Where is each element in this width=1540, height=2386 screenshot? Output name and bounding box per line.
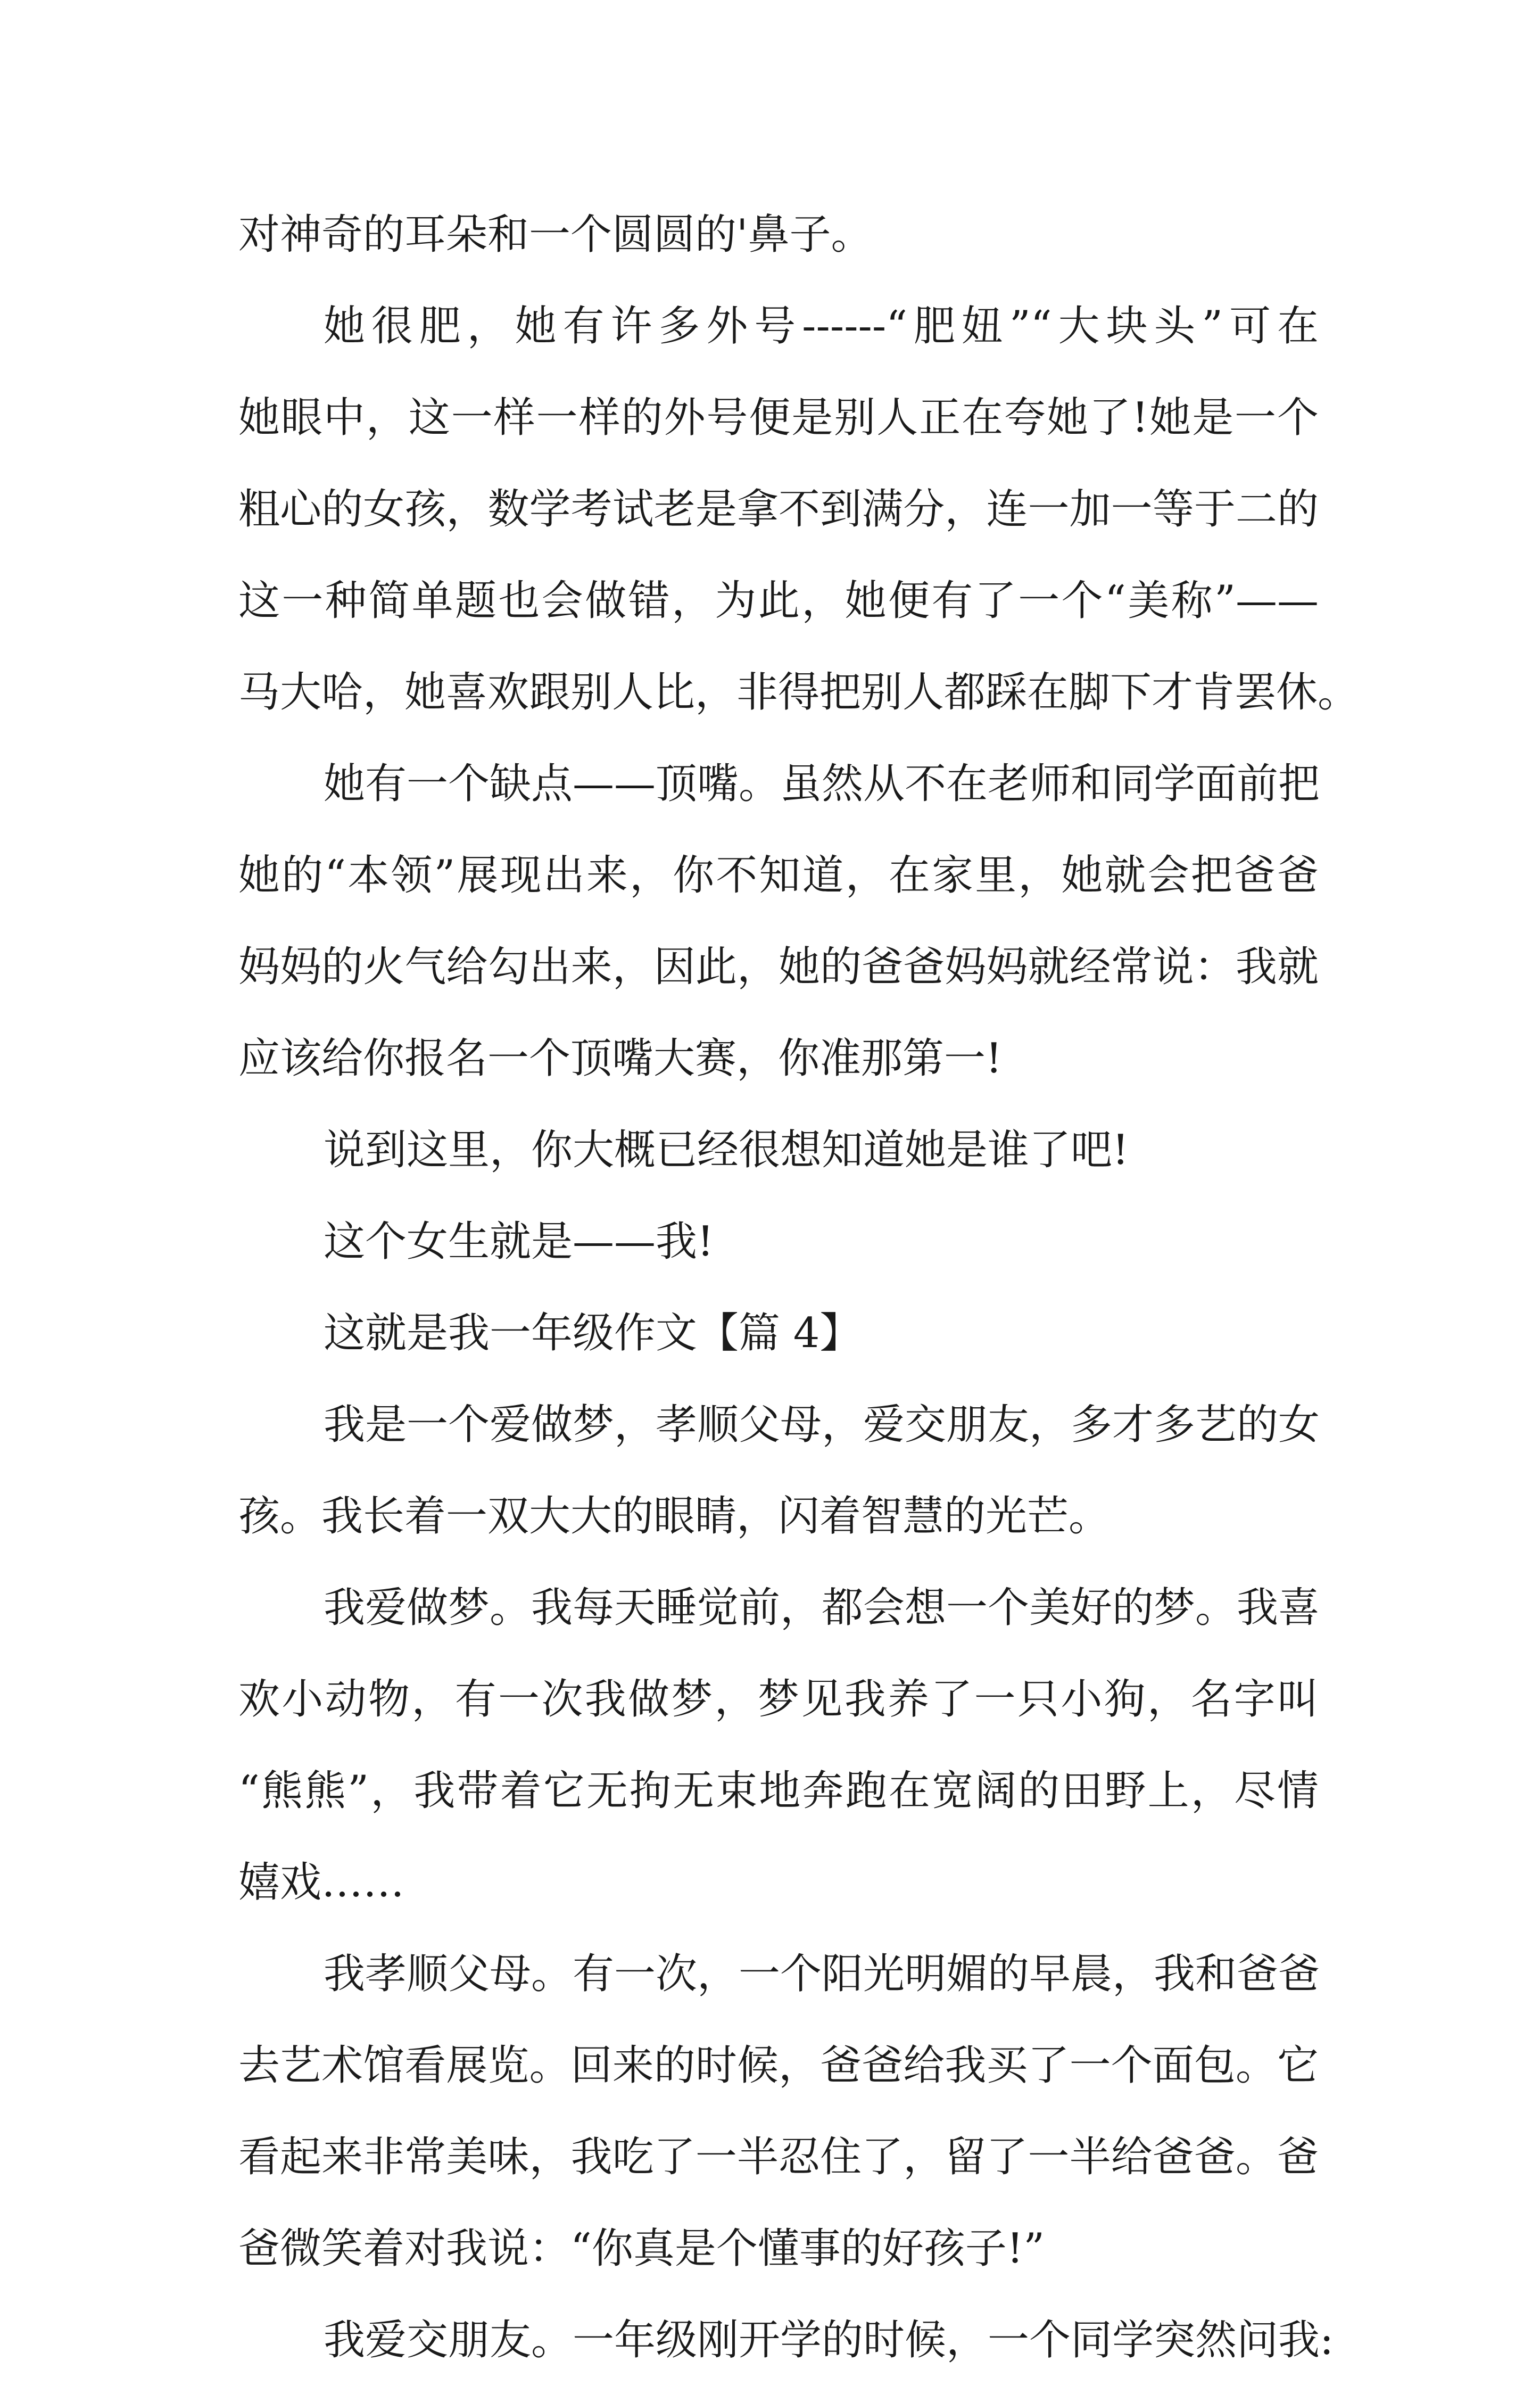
text-line: 嬉戏…… bbox=[238, 1859, 405, 1906]
text-line: 欢小动物，有一次我做梦，梦见我养了一只小狗，名字叫 bbox=[238, 1675, 1319, 1723]
text-line: 她有一个缺点——顶嘴。虽然从不在老师和同学面前把 bbox=[324, 760, 1320, 808]
text-line: 应该给你报名一个顶嘴大赛，你准那第一! bbox=[238, 1035, 1003, 1083]
text-line: 孩。我长着一双大大的眼睛，闪着智慧的光芒。 bbox=[238, 1492, 1111, 1540]
text-line: 对神奇的耳朵和一个圆圆的'鼻子。 bbox=[238, 211, 873, 259]
text-line: 去艺术馆看展览。回来的时候，爸爸给我买了一个面包。它 bbox=[238, 2042, 1319, 2090]
essay-body bbox=[238, 189, 1360, 2386]
text-line: 这个女生就是——我! bbox=[324, 1218, 714, 1266]
text-line: 这就是我一年级作文【篇 4】 bbox=[324, 1309, 862, 1357]
text-line: 我孝顺父母。有一次，一个阳光明媚的早晨，我和爸爸 bbox=[324, 1950, 1320, 1998]
text-line: 我爱交朋友。一年级刚开学的时候，一个同学突然问我: bbox=[324, 2316, 1334, 2364]
text-line: 她眼中，这一样一样的外号便是别人正在夸她了!她是一个 bbox=[238, 394, 1319, 442]
text-line: 妈妈的火气给勾出来，因此，她的爸爸妈妈就经常说：我就 bbox=[238, 943, 1319, 991]
text-line: 马大哈，她喜欢跟别人比，非得把别人都踩在脚下才肯罢休。 bbox=[238, 668, 1360, 716]
text-line: 说到这里，你大概已经很想知道她是谁了吧! bbox=[324, 1126, 1129, 1174]
text-line: 这一种简单题也会做错，为此，她便有了一个“美称”—— bbox=[238, 577, 1319, 625]
text-line: 我爱做梦。我每天睡觉前，都会想一个美好的梦。我喜 bbox=[324, 1584, 1320, 1632]
text-line: 她很肥，她有许多外号------“肥妞”“大块头”可在 bbox=[324, 302, 1319, 350]
text-line: 她的“本领”展现出来，你不知道，在家里，她就会把爸爸 bbox=[238, 852, 1319, 899]
text-line: “熊熊”，我带着它无拘无束地奔跑在宽阔的田野上，尽情 bbox=[238, 1767, 1319, 1815]
text-line: 爸微笑着对我说：“你真是个懂事的好孩子!” bbox=[238, 2225, 1045, 2273]
text-line: 看起来非常美味，我吃了一半忍住了，留了一半给爸爸。爸 bbox=[238, 2133, 1319, 2181]
text-line: 我是一个爱做梦，孝顺父母，爱交朋友，多才多艺的女 bbox=[324, 1401, 1320, 1449]
text-line: 粗心的女孩，数学考试老是拿不到满分，连一加一等于二的 bbox=[238, 485, 1319, 533]
